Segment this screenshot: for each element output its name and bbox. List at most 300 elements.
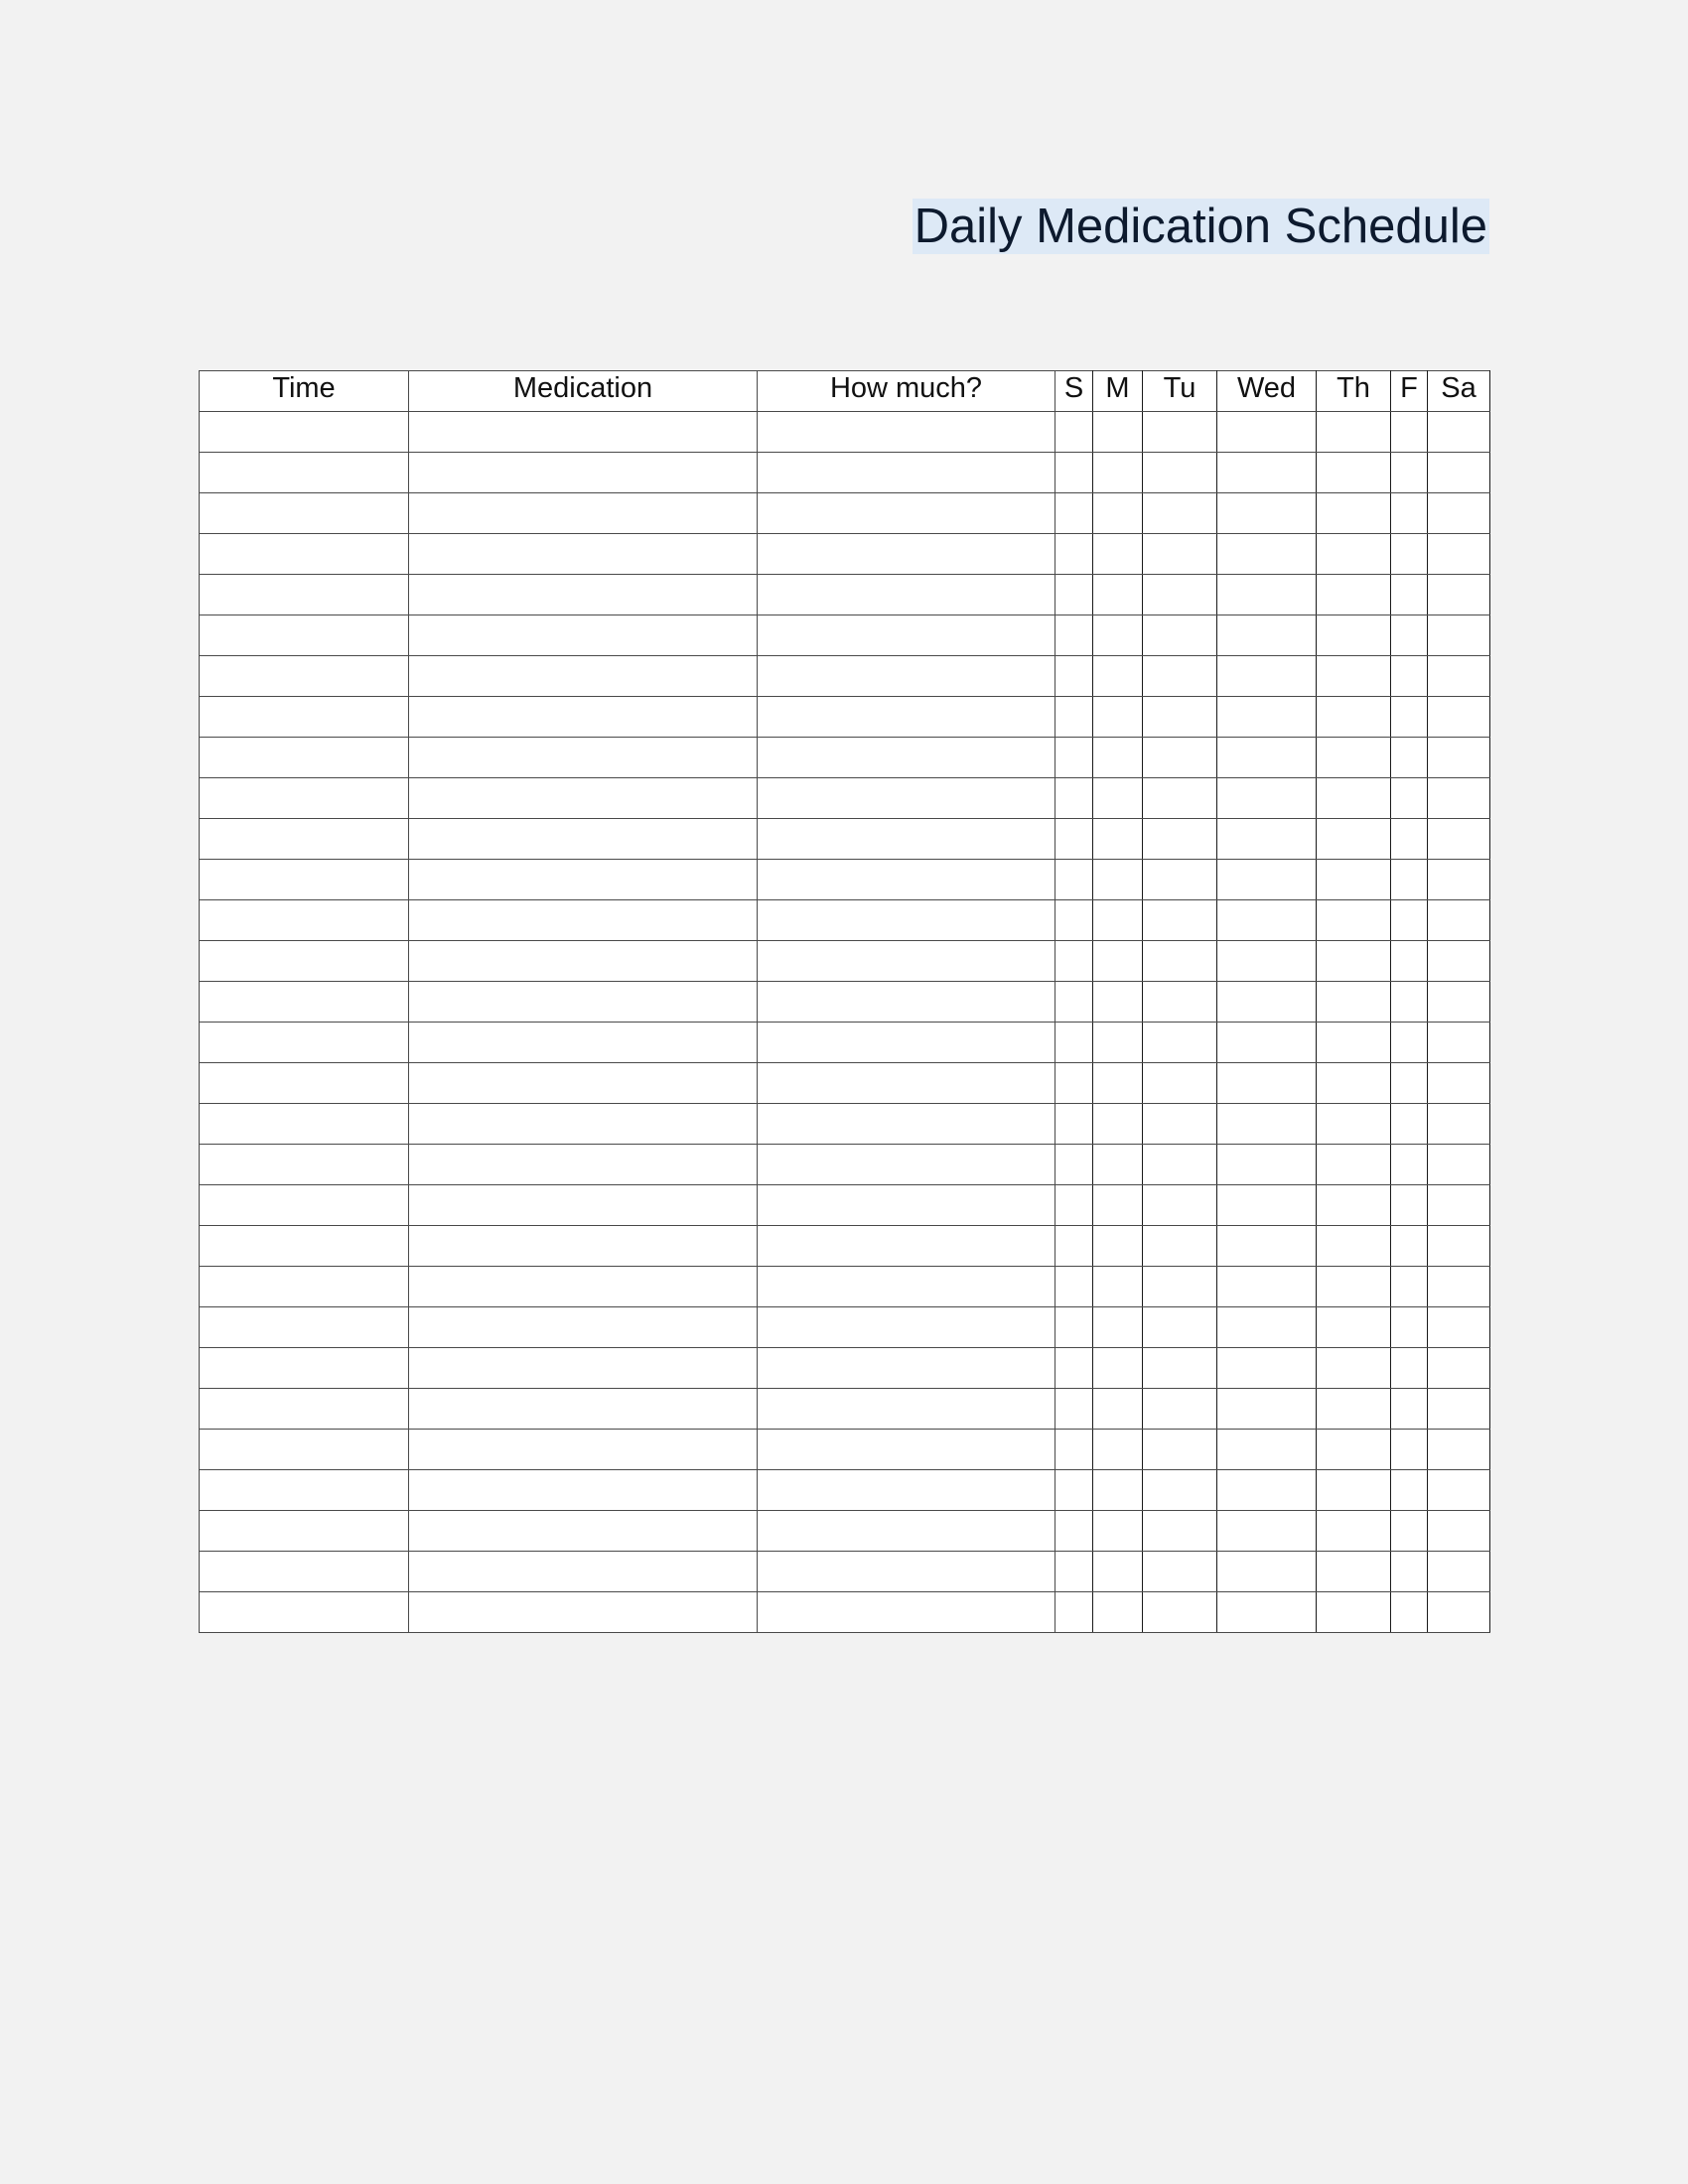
medication-cell[interactable] [409,1552,758,1592]
time-cell[interactable] [200,1145,409,1185]
time-cell[interactable] [200,738,409,778]
how-much-cell[interactable] [758,900,1055,941]
how-much-cell[interactable] [758,412,1055,453]
tuesday-cell[interactable] [1143,453,1217,493]
medication-cell[interactable] [409,1592,758,1633]
wednesday-cell[interactable] [1217,1104,1317,1145]
tuesday-cell[interactable] [1143,1470,1217,1511]
time-cell[interactable] [200,534,409,575]
saturday-cell[interactable] [1428,1226,1490,1267]
thursday-cell[interactable] [1317,697,1391,738]
tuesday-cell[interactable] [1143,534,1217,575]
sunday-cell[interactable] [1055,1389,1093,1430]
saturday-cell[interactable] [1428,575,1490,615]
time-cell[interactable] [200,778,409,819]
time-cell[interactable] [200,819,409,860]
sunday-cell[interactable] [1055,738,1093,778]
wednesday-cell[interactable] [1217,1023,1317,1063]
monday-cell[interactable] [1093,1023,1143,1063]
wednesday-cell[interactable] [1217,819,1317,860]
wednesday-cell[interactable] [1217,412,1317,453]
monday-cell[interactable] [1093,453,1143,493]
monday-cell[interactable] [1093,819,1143,860]
sunday-cell[interactable] [1055,575,1093,615]
how-much-cell[interactable] [758,1389,1055,1430]
wednesday-cell[interactable] [1217,1592,1317,1633]
wednesday-cell[interactable] [1217,1552,1317,1592]
how-much-cell[interactable] [758,1267,1055,1307]
wednesday-cell[interactable] [1217,1511,1317,1552]
monday-cell[interactable] [1093,900,1143,941]
monday-cell[interactable] [1093,412,1143,453]
thursday-cell[interactable] [1317,1145,1391,1185]
sunday-cell[interactable] [1055,900,1093,941]
friday-cell[interactable] [1391,1104,1428,1145]
sunday-cell[interactable] [1055,1226,1093,1267]
tuesday-cell[interactable] [1143,738,1217,778]
friday-cell[interactable] [1391,819,1428,860]
tuesday-cell[interactable] [1143,982,1217,1023]
tuesday-cell[interactable] [1143,1023,1217,1063]
wednesday-cell[interactable] [1217,1063,1317,1104]
how-much-cell[interactable] [758,1470,1055,1511]
thursday-cell[interactable] [1317,860,1391,900]
how-much-cell[interactable] [758,1185,1055,1226]
monday-cell[interactable] [1093,778,1143,819]
medication-cell[interactable] [409,1389,758,1430]
wednesday-cell[interactable] [1217,1430,1317,1470]
sunday-cell[interactable] [1055,1552,1093,1592]
wednesday-cell[interactable] [1217,941,1317,982]
saturday-cell[interactable] [1428,615,1490,656]
friday-cell[interactable] [1391,1389,1428,1430]
sunday-cell[interactable] [1055,493,1093,534]
how-much-cell[interactable] [758,860,1055,900]
sunday-cell[interactable] [1055,697,1093,738]
how-much-cell[interactable] [758,1592,1055,1633]
saturday-cell[interactable] [1428,1430,1490,1470]
time-cell[interactable] [200,656,409,697]
thursday-cell[interactable] [1317,1511,1391,1552]
time-cell[interactable] [200,1470,409,1511]
saturday-cell[interactable] [1428,1185,1490,1226]
wednesday-cell[interactable] [1217,982,1317,1023]
time-cell[interactable] [200,1226,409,1267]
sunday-cell[interactable] [1055,412,1093,453]
monday-cell[interactable] [1093,656,1143,697]
sunday-cell[interactable] [1055,453,1093,493]
time-cell[interactable] [200,697,409,738]
how-much-cell[interactable] [758,615,1055,656]
friday-cell[interactable] [1391,1307,1428,1348]
saturday-cell[interactable] [1428,697,1490,738]
how-much-cell[interactable] [758,656,1055,697]
tuesday-cell[interactable] [1143,1348,1217,1389]
thursday-cell[interactable] [1317,1267,1391,1307]
how-much-cell[interactable] [758,819,1055,860]
friday-cell[interactable] [1391,982,1428,1023]
thursday-cell[interactable] [1317,453,1391,493]
sunday-cell[interactable] [1055,1023,1093,1063]
thursday-cell[interactable] [1317,1592,1391,1633]
medication-cell[interactable] [409,412,758,453]
friday-cell[interactable] [1391,453,1428,493]
friday-cell[interactable] [1391,412,1428,453]
tuesday-cell[interactable] [1143,860,1217,900]
saturday-cell[interactable] [1428,900,1490,941]
saturday-cell[interactable] [1428,778,1490,819]
medication-cell[interactable] [409,697,758,738]
monday-cell[interactable] [1093,1511,1143,1552]
how-much-cell[interactable] [758,1307,1055,1348]
tuesday-cell[interactable] [1143,1267,1217,1307]
thursday-cell[interactable] [1317,1552,1391,1592]
time-cell[interactable] [200,982,409,1023]
time-cell[interactable] [200,1063,409,1104]
how-much-cell[interactable] [758,1063,1055,1104]
friday-cell[interactable] [1391,900,1428,941]
how-much-cell[interactable] [758,493,1055,534]
time-cell[interactable] [200,1430,409,1470]
how-much-cell[interactable] [758,1104,1055,1145]
how-much-cell[interactable] [758,778,1055,819]
tuesday-cell[interactable] [1143,1552,1217,1592]
time-cell[interactable] [200,1104,409,1145]
monday-cell[interactable] [1093,1104,1143,1145]
monday-cell[interactable] [1093,493,1143,534]
monday-cell[interactable] [1093,534,1143,575]
how-much-cell[interactable] [758,1430,1055,1470]
wednesday-cell[interactable] [1217,1267,1317,1307]
sunday-cell[interactable] [1055,1104,1093,1145]
monday-cell[interactable] [1093,738,1143,778]
time-cell[interactable] [200,1552,409,1592]
saturday-cell[interactable] [1428,819,1490,860]
thursday-cell[interactable] [1317,900,1391,941]
saturday-cell[interactable] [1428,860,1490,900]
tuesday-cell[interactable] [1143,1226,1217,1267]
time-cell[interactable] [200,1511,409,1552]
sunday-cell[interactable] [1055,1592,1093,1633]
friday-cell[interactable] [1391,575,1428,615]
monday-cell[interactable] [1093,982,1143,1023]
monday-cell[interactable] [1093,1430,1143,1470]
sunday-cell[interactable] [1055,1511,1093,1552]
friday-cell[interactable] [1391,1145,1428,1185]
wednesday-cell[interactable] [1217,615,1317,656]
medication-cell[interactable] [409,941,758,982]
thursday-cell[interactable] [1317,534,1391,575]
wednesday-cell[interactable] [1217,697,1317,738]
wednesday-cell[interactable] [1217,738,1317,778]
monday-cell[interactable] [1093,941,1143,982]
monday-cell[interactable] [1093,1348,1143,1389]
time-cell[interactable] [200,1307,409,1348]
tuesday-cell[interactable] [1143,656,1217,697]
monday-cell[interactable] [1093,860,1143,900]
saturday-cell[interactable] [1428,1389,1490,1430]
time-cell[interactable] [200,453,409,493]
wednesday-cell[interactable] [1217,575,1317,615]
friday-cell[interactable] [1391,738,1428,778]
saturday-cell[interactable] [1428,1470,1490,1511]
saturday-cell[interactable] [1428,534,1490,575]
medication-cell[interactable] [409,1145,758,1185]
saturday-cell[interactable] [1428,1145,1490,1185]
sunday-cell[interactable] [1055,534,1093,575]
monday-cell[interactable] [1093,1307,1143,1348]
thursday-cell[interactable] [1317,656,1391,697]
tuesday-cell[interactable] [1143,1145,1217,1185]
how-much-cell[interactable] [758,1511,1055,1552]
time-cell[interactable] [200,1267,409,1307]
wednesday-cell[interactable] [1217,900,1317,941]
friday-cell[interactable] [1391,778,1428,819]
wednesday-cell[interactable] [1217,1389,1317,1430]
sunday-cell[interactable] [1055,819,1093,860]
friday-cell[interactable] [1391,860,1428,900]
time-cell[interactable] [200,615,409,656]
medication-cell[interactable] [409,1185,758,1226]
monday-cell[interactable] [1093,1226,1143,1267]
tuesday-cell[interactable] [1143,493,1217,534]
sunday-cell[interactable] [1055,941,1093,982]
friday-cell[interactable] [1391,1348,1428,1389]
saturday-cell[interactable] [1428,453,1490,493]
sunday-cell[interactable] [1055,1267,1093,1307]
medication-cell[interactable] [409,982,758,1023]
how-much-cell[interactable] [758,1348,1055,1389]
tuesday-cell[interactable] [1143,1063,1217,1104]
friday-cell[interactable] [1391,941,1428,982]
saturday-cell[interactable] [1428,493,1490,534]
tuesday-cell[interactable] [1143,778,1217,819]
saturday-cell[interactable] [1428,412,1490,453]
sunday-cell[interactable] [1055,1185,1093,1226]
wednesday-cell[interactable] [1217,1348,1317,1389]
medication-cell[interactable] [409,1307,758,1348]
saturday-cell[interactable] [1428,1552,1490,1592]
friday-cell[interactable] [1391,1185,1428,1226]
how-much-cell[interactable] [758,534,1055,575]
thursday-cell[interactable] [1317,778,1391,819]
monday-cell[interactable] [1093,1267,1143,1307]
tuesday-cell[interactable] [1143,1307,1217,1348]
medication-cell[interactable] [409,778,758,819]
sunday-cell[interactable] [1055,656,1093,697]
medication-cell[interactable] [409,738,758,778]
tuesday-cell[interactable] [1143,1430,1217,1470]
sunday-cell[interactable] [1055,778,1093,819]
saturday-cell[interactable] [1428,656,1490,697]
thursday-cell[interactable] [1317,575,1391,615]
monday-cell[interactable] [1093,1185,1143,1226]
friday-cell[interactable] [1391,1023,1428,1063]
wednesday-cell[interactable] [1217,1145,1317,1185]
medication-cell[interactable] [409,860,758,900]
saturday-cell[interactable] [1428,982,1490,1023]
saturday-cell[interactable] [1428,1267,1490,1307]
medication-cell[interactable] [409,534,758,575]
thursday-cell[interactable] [1317,1470,1391,1511]
sunday-cell[interactable] [1055,1145,1093,1185]
wednesday-cell[interactable] [1217,1185,1317,1226]
thursday-cell[interactable] [1317,1063,1391,1104]
thursday-cell[interactable] [1317,1389,1391,1430]
thursday-cell[interactable] [1317,1430,1391,1470]
sunday-cell[interactable] [1055,615,1093,656]
tuesday-cell[interactable] [1143,575,1217,615]
sunday-cell[interactable] [1055,860,1093,900]
friday-cell[interactable] [1391,534,1428,575]
saturday-cell[interactable] [1428,1511,1490,1552]
tuesday-cell[interactable] [1143,412,1217,453]
friday-cell[interactable] [1391,1511,1428,1552]
wednesday-cell[interactable] [1217,1226,1317,1267]
tuesday-cell[interactable] [1143,941,1217,982]
saturday-cell[interactable] [1428,1104,1490,1145]
wednesday-cell[interactable] [1217,860,1317,900]
tuesday-cell[interactable] [1143,900,1217,941]
thursday-cell[interactable] [1317,493,1391,534]
time-cell[interactable] [200,941,409,982]
time-cell[interactable] [200,1389,409,1430]
thursday-cell[interactable] [1317,1226,1391,1267]
friday-cell[interactable] [1391,1430,1428,1470]
tuesday-cell[interactable] [1143,615,1217,656]
time-cell[interactable] [200,1185,409,1226]
thursday-cell[interactable] [1317,1185,1391,1226]
tuesday-cell[interactable] [1143,1511,1217,1552]
saturday-cell[interactable] [1428,1063,1490,1104]
time-cell[interactable] [200,900,409,941]
medication-cell[interactable] [409,615,758,656]
time-cell[interactable] [200,1592,409,1633]
tuesday-cell[interactable] [1143,819,1217,860]
medication-cell[interactable] [409,493,758,534]
saturday-cell[interactable] [1428,1307,1490,1348]
sunday-cell[interactable] [1055,1430,1093,1470]
how-much-cell[interactable] [758,575,1055,615]
saturday-cell[interactable] [1428,1023,1490,1063]
how-much-cell[interactable] [758,453,1055,493]
wednesday-cell[interactable] [1217,1307,1317,1348]
how-much-cell[interactable] [758,941,1055,982]
monday-cell[interactable] [1093,697,1143,738]
thursday-cell[interactable] [1317,738,1391,778]
medication-cell[interactable] [409,1470,758,1511]
sunday-cell[interactable] [1055,1470,1093,1511]
time-cell[interactable] [200,1023,409,1063]
medication-cell[interactable] [409,1063,758,1104]
how-much-cell[interactable] [758,1552,1055,1592]
friday-cell[interactable] [1391,1226,1428,1267]
medication-cell[interactable] [409,575,758,615]
time-cell[interactable] [200,493,409,534]
wednesday-cell[interactable] [1217,1470,1317,1511]
wednesday-cell[interactable] [1217,453,1317,493]
monday-cell[interactable] [1093,1063,1143,1104]
how-much-cell[interactable] [758,1145,1055,1185]
medication-cell[interactable] [409,656,758,697]
how-much-cell[interactable] [758,1226,1055,1267]
sunday-cell[interactable] [1055,1348,1093,1389]
tuesday-cell[interactable] [1143,1185,1217,1226]
medication-cell[interactable] [409,1348,758,1389]
medication-cell[interactable] [409,900,758,941]
wednesday-cell[interactable] [1217,656,1317,697]
saturday-cell[interactable] [1428,1592,1490,1633]
wednesday-cell[interactable] [1217,534,1317,575]
tuesday-cell[interactable] [1143,697,1217,738]
monday-cell[interactable] [1093,1470,1143,1511]
thursday-cell[interactable] [1317,1348,1391,1389]
thursday-cell[interactable] [1317,1307,1391,1348]
saturday-cell[interactable] [1428,941,1490,982]
tuesday-cell[interactable] [1143,1104,1217,1145]
monday-cell[interactable] [1093,1552,1143,1592]
saturday-cell[interactable] [1428,1348,1490,1389]
wednesday-cell[interactable] [1217,493,1317,534]
sunday-cell[interactable] [1055,1063,1093,1104]
friday-cell[interactable] [1391,656,1428,697]
friday-cell[interactable] [1391,615,1428,656]
time-cell[interactable] [200,860,409,900]
how-much-cell[interactable] [758,1023,1055,1063]
wednesday-cell[interactable] [1217,778,1317,819]
medication-cell[interactable] [409,453,758,493]
thursday-cell[interactable] [1317,1104,1391,1145]
time-cell[interactable] [200,575,409,615]
thursday-cell[interactable] [1317,1023,1391,1063]
sunday-cell[interactable] [1055,982,1093,1023]
time-cell[interactable] [200,412,409,453]
how-much-cell[interactable] [758,697,1055,738]
tuesday-cell[interactable] [1143,1592,1217,1633]
time-cell[interactable] [200,1348,409,1389]
medication-cell[interactable] [409,1023,758,1063]
monday-cell[interactable] [1093,1592,1143,1633]
thursday-cell[interactable] [1317,982,1391,1023]
medication-cell[interactable] [409,819,758,860]
friday-cell[interactable] [1391,1063,1428,1104]
tuesday-cell[interactable] [1143,1389,1217,1430]
sunday-cell[interactable] [1055,1307,1093,1348]
monday-cell[interactable] [1093,1389,1143,1430]
friday-cell[interactable] [1391,1552,1428,1592]
monday-cell[interactable] [1093,575,1143,615]
friday-cell[interactable] [1391,1470,1428,1511]
medication-cell[interactable] [409,1267,758,1307]
thursday-cell[interactable] [1317,615,1391,656]
medication-cell[interactable] [409,1104,758,1145]
medication-cell[interactable] [409,1511,758,1552]
friday-cell[interactable] [1391,493,1428,534]
monday-cell[interactable] [1093,615,1143,656]
thursday-cell[interactable] [1317,412,1391,453]
thursday-cell[interactable] [1317,941,1391,982]
how-much-cell[interactable] [758,982,1055,1023]
medication-cell[interactable] [409,1430,758,1470]
medication-cell[interactable] [409,1226,758,1267]
friday-cell[interactable] [1391,697,1428,738]
saturday-cell[interactable] [1428,738,1490,778]
thursday-cell[interactable] [1317,819,1391,860]
monday-cell[interactable] [1093,1145,1143,1185]
friday-cell[interactable] [1391,1267,1428,1307]
how-much-cell[interactable] [758,738,1055,778]
friday-cell[interactable] [1391,1592,1428,1633]
